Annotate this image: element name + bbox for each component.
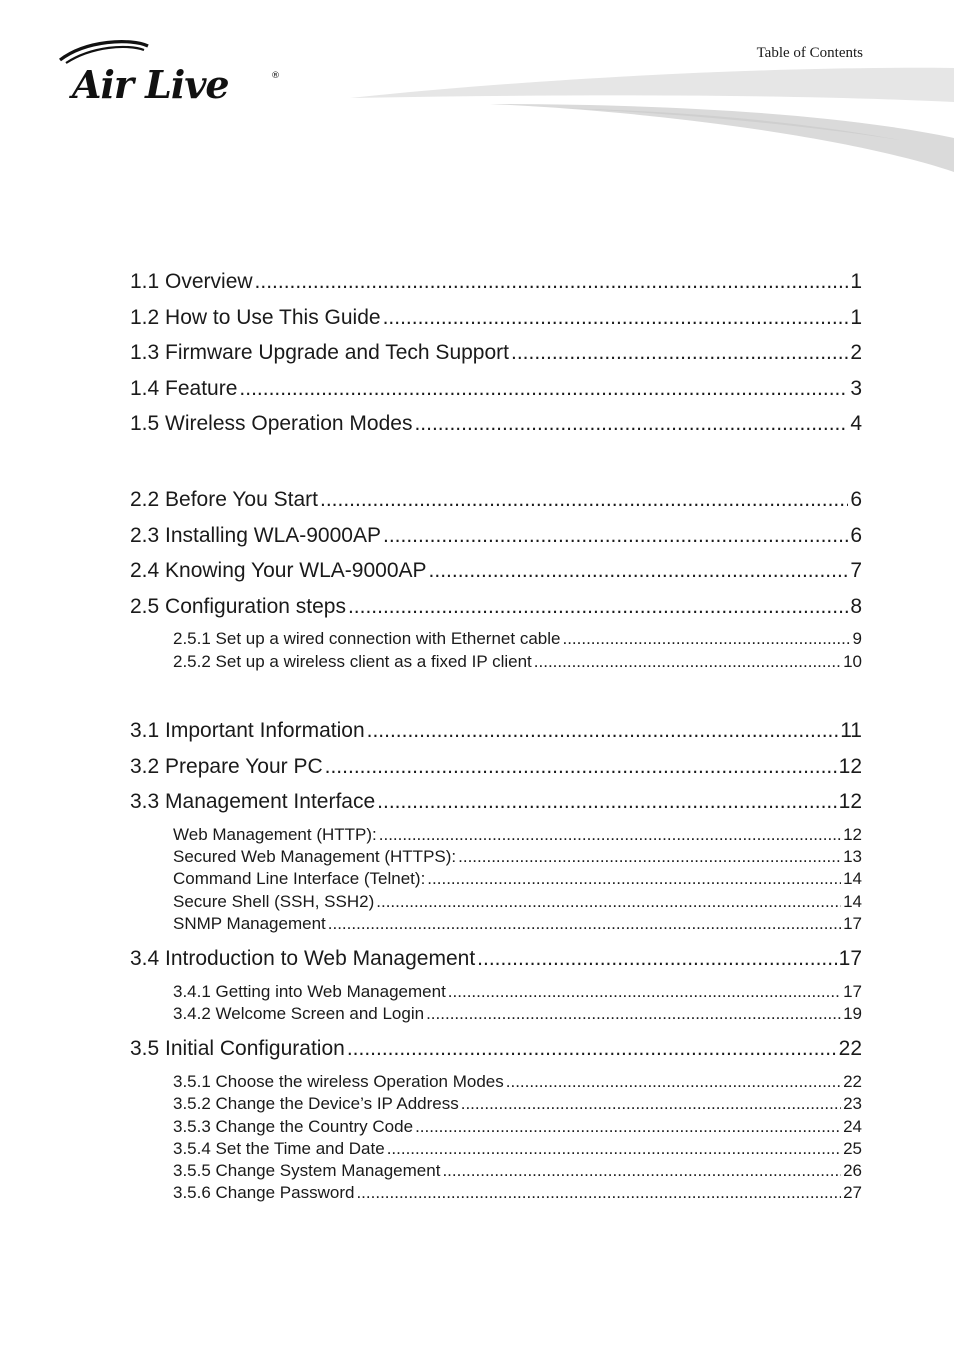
toc-entry[interactable] xyxy=(173,1003,862,1025)
toc-chapter-3-part-c-subsections xyxy=(130,1071,862,1205)
toc-dot-leader xyxy=(328,913,841,935)
toc-entry-page-number: 12 xyxy=(838,754,862,778)
toc-dot-leader xyxy=(376,891,841,913)
toc-entry[interactable] xyxy=(130,482,862,518)
toc-dot-leader xyxy=(461,1093,841,1115)
toc-chapter-3-part-b xyxy=(130,941,862,977)
toc-dot-leader xyxy=(356,1182,841,1204)
toc-entry-label: 3.5.2 Change the Device’s IP Address xyxy=(173,1094,459,1114)
toc-entry[interactable] xyxy=(130,749,862,785)
toc-entry-page-number: 17 xyxy=(843,913,862,933)
toc-entry-page-number: 17 xyxy=(838,947,862,971)
toc-entry-page-number: 27 xyxy=(843,1183,862,1203)
toc-entry-page-number: 7 xyxy=(850,559,862,583)
toc-entry-label: 2.5 Configuration steps xyxy=(130,594,346,618)
toc-entry[interactable] xyxy=(130,589,862,625)
toc-entry[interactable] xyxy=(173,651,862,673)
toc-dot-leader xyxy=(458,846,841,868)
toc-entry[interactable] xyxy=(173,1160,862,1182)
toc-dot-leader xyxy=(429,553,849,589)
toc-entry[interactable] xyxy=(173,846,862,868)
toc-entry[interactable] xyxy=(130,518,862,554)
toc-chapter-3-part-a xyxy=(130,713,862,820)
toc-entry-page-number: 24 xyxy=(843,1116,862,1136)
toc-entry-page-number: 6 xyxy=(850,523,862,547)
toc-dot-leader xyxy=(562,628,850,650)
toc-entry-label: 1.2 How to Use This Guide xyxy=(130,305,381,329)
toc-entry[interactable] xyxy=(130,941,862,977)
toc-dot-leader xyxy=(427,868,841,890)
toc-entry-page-number: 19 xyxy=(843,1004,862,1024)
toc-entry-label: SNMP Management xyxy=(173,913,326,933)
toc-entry-page-number: 14 xyxy=(843,891,862,911)
toc-entry-page-number: 3 xyxy=(850,376,862,400)
toc-dot-leader xyxy=(534,651,841,673)
toc-entry[interactable] xyxy=(173,824,862,846)
toc-chapter-3-part-a-subsections xyxy=(130,824,862,935)
toc-dot-leader xyxy=(506,1071,841,1093)
toc-entry-label: Command Line Interface (Telnet): xyxy=(173,869,426,889)
toc-entry-label: 3.5.1 Choose the wireless Operation Modes xyxy=(173,1071,504,1091)
toc-chapter-3-part-c xyxy=(130,1031,862,1067)
toc-dot-leader xyxy=(383,300,849,336)
toc-entry-label: 1.4 Feature xyxy=(130,376,238,400)
toc-entry[interactable] xyxy=(130,371,862,407)
toc-entry-label: 3.5.3 Change the Country Code xyxy=(173,1116,414,1136)
toc-dot-leader xyxy=(239,371,848,407)
toc-entry[interactable] xyxy=(173,1071,862,1093)
toc-entry-label: 3.4 Introduction to Web Management xyxy=(130,947,476,971)
toc-entry[interactable] xyxy=(130,300,862,336)
toc-entry-page-number: 1 xyxy=(850,305,862,329)
toc-entry-label: Secure Shell (SSH, SSH2) xyxy=(173,891,375,911)
toc-dot-leader xyxy=(448,981,841,1003)
toc-entry-page-number: 13 xyxy=(843,847,862,867)
toc-entry[interactable] xyxy=(130,784,862,820)
logo-registered-mark: ® xyxy=(271,71,280,81)
toc-entry[interactable] xyxy=(173,1093,862,1115)
toc-dot-leader xyxy=(387,1138,841,1160)
toc-entry-label: 3.5.6 Change Password xyxy=(173,1183,355,1203)
toc-dot-leader xyxy=(348,589,848,625)
toc-entry-label: 2.4 Knowing Your WLA-9000AP xyxy=(130,559,427,583)
toc-entry[interactable] xyxy=(173,1116,862,1138)
toc-entry-page-number: 10 xyxy=(843,651,862,671)
toc-dot-leader xyxy=(367,713,839,749)
toc-entry-page-number: 2 xyxy=(850,341,862,365)
toc-dot-leader xyxy=(320,482,848,518)
toc-chapter-1 xyxy=(130,264,862,442)
logo-text: Air Live xyxy=(72,62,229,107)
toc-chapter-2 xyxy=(130,482,862,624)
toc-dot-leader xyxy=(325,749,837,785)
toc-entry-label: 3.1 Important Information xyxy=(130,718,365,742)
toc-entry-label: 2.5.1 Set up a wired connection with Ethernet cable xyxy=(173,629,561,649)
toc-chapter-3-part-b-subsections xyxy=(130,981,862,1026)
toc-chapter-2-subsections xyxy=(130,628,862,673)
toc-entry-page-number: 4 xyxy=(850,412,862,436)
toc-dot-leader xyxy=(511,335,848,371)
toc-dot-leader xyxy=(347,1031,837,1067)
toc-entry-label: 3.5.4 Set the Time and Date xyxy=(173,1138,385,1158)
toc-entry[interactable] xyxy=(130,713,862,749)
toc-entry[interactable] xyxy=(173,1138,862,1160)
toc-dot-leader xyxy=(377,784,836,820)
toc-entry-label: Web Management (HTTP): xyxy=(173,824,377,844)
toc-entry-page-number: 1 xyxy=(850,270,862,293)
toc-entry-page-number: 26 xyxy=(843,1161,862,1181)
toc-dot-leader xyxy=(383,518,848,554)
toc-entry[interactable] xyxy=(173,628,862,650)
toc-dot-leader xyxy=(426,1003,841,1025)
toc-entry-label: 2.2 Before You Start xyxy=(130,487,318,511)
toc-dot-leader xyxy=(255,264,849,300)
toc-entry[interactable] xyxy=(130,264,862,300)
toc-dot-leader xyxy=(414,406,848,442)
toc-entry[interactable] xyxy=(130,553,862,589)
logo-arc-icon xyxy=(60,42,148,60)
toc-entry-page-number: 6 xyxy=(850,487,862,511)
toc-entry-label: 3.5.5 Change System Management xyxy=(173,1161,441,1181)
toc-entry[interactable] xyxy=(173,1182,862,1204)
toc-dot-leader xyxy=(415,1116,841,1138)
airlive-logo xyxy=(56,38,288,108)
toc-entry-label: 3.4.2 Welcome Screen and Login xyxy=(173,1004,425,1024)
toc-entry-page-number: 22 xyxy=(838,1037,862,1061)
toc-entry-page-number: 25 xyxy=(843,1138,862,1158)
toc-entry-page-number: 22 xyxy=(843,1071,862,1091)
toc-entry[interactable] xyxy=(130,1031,862,1067)
table-of-contents xyxy=(130,264,862,1205)
toc-entry-label: 2.3 Installing WLA-9000AP xyxy=(130,523,381,547)
toc-entry-label: 1.3 Firmware Upgrade and Tech Support xyxy=(130,341,509,365)
toc-entry-label: 3.3 Management Interface xyxy=(130,790,376,814)
toc-entry[interactable] xyxy=(173,868,862,890)
toc-entry-page-number: 11 xyxy=(840,718,862,742)
toc-entry-label: 1.5 Wireless Operation Modes xyxy=(130,412,413,436)
toc-dot-leader xyxy=(477,941,836,977)
toc-entry-label: 3.4.1 Getting into Web Management xyxy=(173,981,446,1001)
toc-entry[interactable] xyxy=(173,913,862,935)
toc-dot-leader xyxy=(379,824,841,846)
toc-entry-page-number: 9 xyxy=(852,629,862,649)
toc-dot-leader xyxy=(442,1160,841,1182)
toc-entry[interactable] xyxy=(173,981,862,1003)
toc-entry-page-number: 12 xyxy=(838,790,862,814)
toc-entry[interactable] xyxy=(130,335,862,371)
toc-entry-page-number: 23 xyxy=(843,1094,862,1114)
toc-entry-page-number: 8 xyxy=(850,594,862,618)
toc-entry-label: 2.5.2 Set up a wireless client as a fixed IP client xyxy=(173,651,532,671)
page-header-label: Table of Contents xyxy=(756,45,863,61)
header-swoosh-decoration xyxy=(340,60,954,180)
toc-entry-label: Secured Web Management (HTTPS): xyxy=(173,847,457,867)
toc-entry-page-number: 12 xyxy=(843,824,862,844)
toc-entry[interactable] xyxy=(173,891,862,913)
toc-entry-label: 3.5 Initial Configuration xyxy=(130,1037,345,1061)
toc-entry-label: 3.2 Prepare Your PC xyxy=(130,754,323,778)
toc-entry-page-number: 14 xyxy=(843,869,862,889)
toc-entry-page-number: 17 xyxy=(843,981,862,1001)
toc-entry-label: 1.1 Overview xyxy=(130,270,253,293)
toc-entry[interactable] xyxy=(130,406,862,442)
